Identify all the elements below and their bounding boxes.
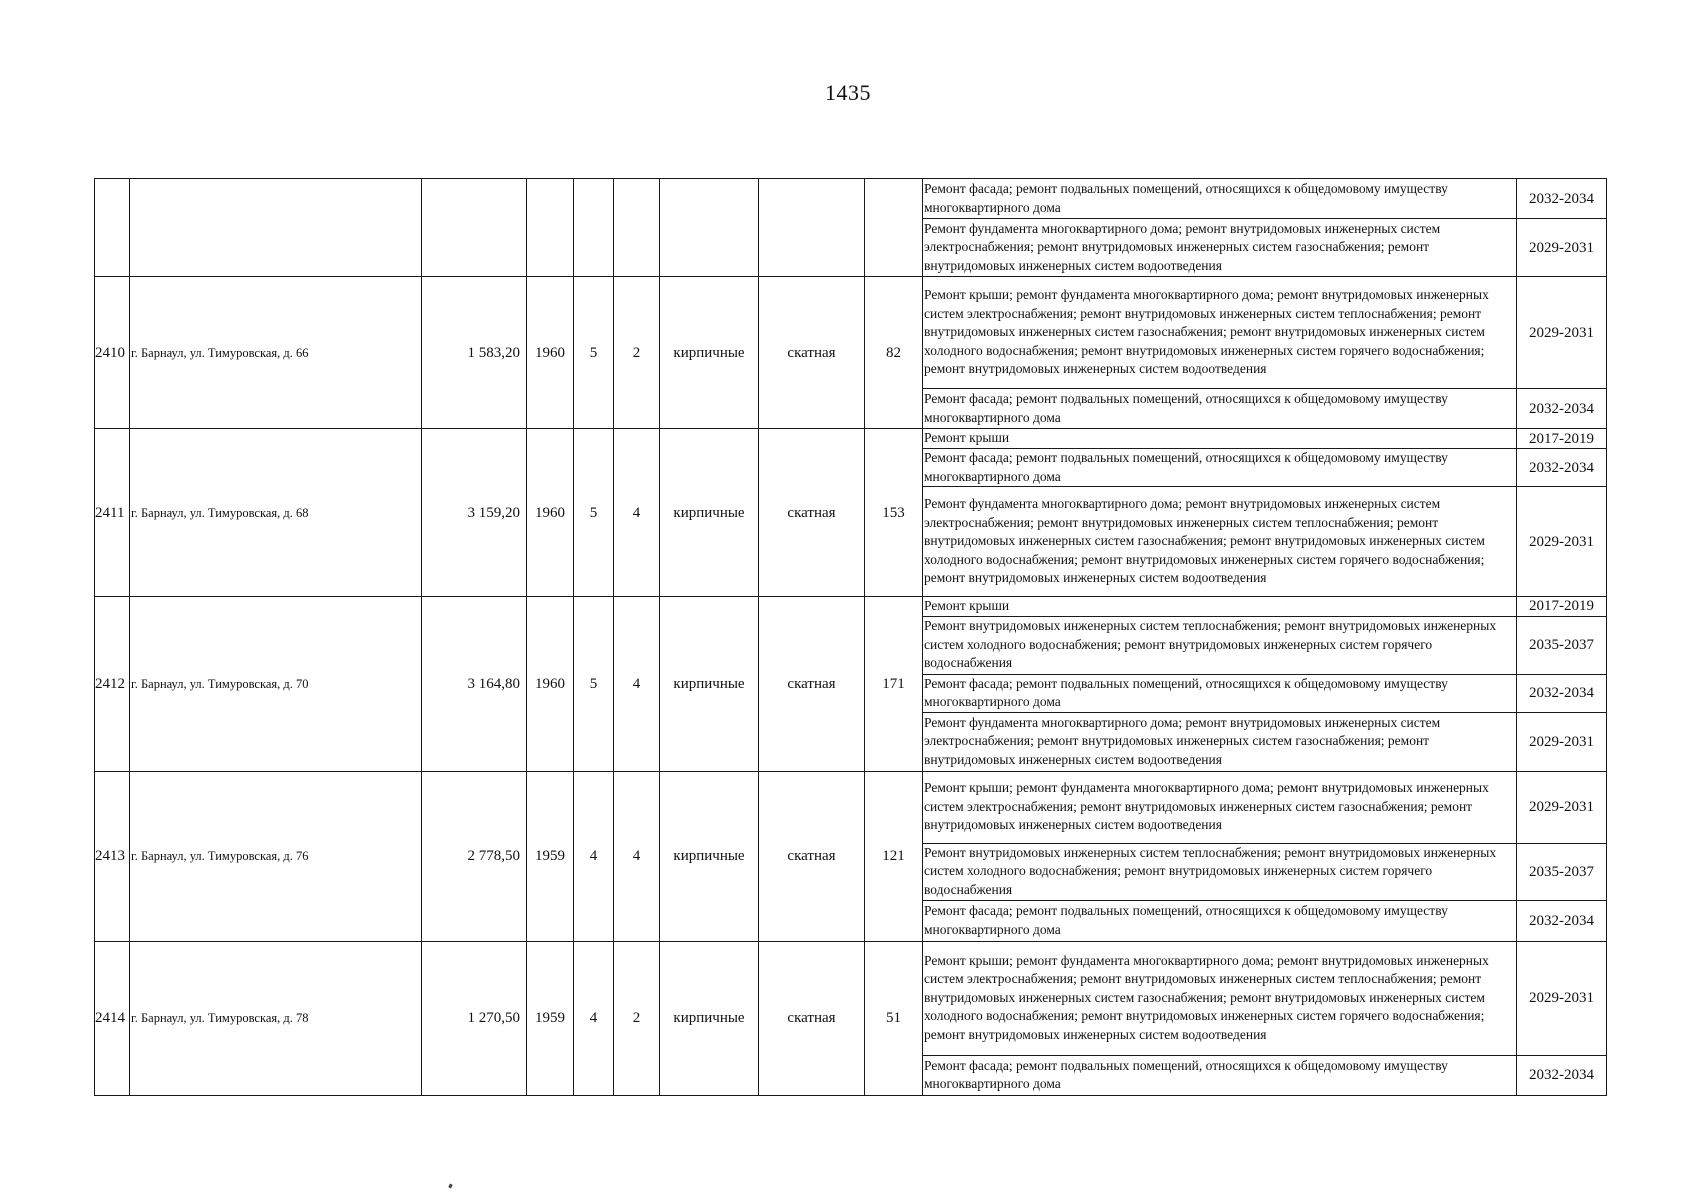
cell-work-description: Ремонт внутридомовых инженерных систем теплоснабжения; ремонт внутридомовых инженерных систем холодного водоснабжения; ремонт внутридомовых инженерных систем горячего водоснабжения	[923, 616, 1517, 674]
cell-entrances: 4	[614, 429, 660, 597]
cell-work-description: Ремонт фасада; ремонт подвальных помещений, относящихся к общедомовому имуществу многоквартирного дома	[923, 674, 1517, 712]
page-number: 1435	[825, 80, 871, 105]
cell-roof	[759, 179, 865, 277]
cell-work-period: 2017-2019	[1517, 597, 1607, 617]
cell-work-period: 2032-2034	[1517, 900, 1607, 941]
cell-walls: кирпичные	[660, 597, 759, 772]
cell-work-description: Ремонт фундамента многоквартирного дома; ремонт внутридомовых инженерных систем электроснабжения; ремонт внутридомовых инженерных систем газоснабжения; ремонт внутридомовых инженерных систем водоотведения	[923, 219, 1517, 277]
cell-year: 1960	[527, 429, 574, 597]
cell-work-description: Ремонт фасада; ремонт подвальных помещений, относящихся к общедомовому имуществу многоквартирного дома	[923, 1055, 1517, 1095]
cell-work-description: Ремонт крыши; ремонт фундамента многоквартирного дома; ремонт внутридомовых инженерных систем электроснабжения; ремонт внутридомовых инженерных систем теплоснабжения; ремонт внутридомовых инженерных систем газоснабжения; ремонт внутридомовых инженерных систем холодного водоснабжения; ремонт внутридомовых инженерных систем горячего водоснабжения; ремонт внутридомовых инженерных систем водоотведения	[923, 277, 1517, 389]
table-row	[95, 277, 1607, 389]
cell-work-description: Ремонт крыши	[923, 429, 1517, 449]
cell-work-description: Ремонт фасада; ремонт подвальных помещений, относящихся к общедомовому имуществу многоквартирного дома	[923, 389, 1517, 429]
cell-area	[422, 179, 527, 277]
cell-number	[95, 179, 130, 277]
cell-work-period: 2032-2034	[1517, 389, 1607, 429]
table-body	[95, 179, 1607, 1096]
cell-address	[130, 179, 422, 277]
cell-roof: скатная	[759, 429, 865, 597]
cell-year: 1960	[527, 597, 574, 772]
cell-entrances: 2	[614, 941, 660, 1095]
cell-area: 3 159,20	[422, 429, 527, 597]
cell-year: 1960	[527, 277, 574, 429]
cell-work-description: Ремонт крыши	[923, 597, 1517, 617]
cell-work-description: Ремонт фундамента многоквартирного дома; ремонт внутридомовых инженерных систем электроснабжения; ремонт внутридомовых инженерных систем теплоснабжения; ремонт внутридомовых инженерных систем газоснабжения; ремонт внутридомовых инженерных систем холодного водоснабжения; ремонт внутридомовых инженерных систем горячего водоснабжения; ремонт внутридомовых инженерных систем водоотведения	[923, 487, 1517, 597]
cell-residents: 51	[865, 941, 923, 1095]
cell-entrances: 4	[614, 771, 660, 941]
cell-year	[527, 179, 574, 277]
cell-floors: 5	[574, 277, 614, 429]
cell-number: 2414	[95, 941, 130, 1095]
cell-work-period: 2032-2034	[1517, 674, 1607, 712]
cell-residents	[865, 179, 923, 277]
cell-area: 1 270,50	[422, 941, 527, 1095]
cell-roof: скатная	[759, 941, 865, 1095]
cell-entrances: 4	[614, 597, 660, 772]
cell-walls: кирпичные	[660, 941, 759, 1095]
cell-walls: кирпичные	[660, 771, 759, 941]
cell-area: 3 164,80	[422, 597, 527, 772]
cell-work-period: 2017-2019	[1517, 429, 1607, 449]
cell-work-description: Ремонт фасада; ремонт подвальных помещений, относящихся к общедомовому имуществу многоквартирного дома	[923, 449, 1517, 487]
cell-work-description: Ремонт фасада; ремонт подвальных помещений, относящихся к общедомовому имуществу многоквартирного дома	[923, 179, 1517, 219]
cell-work-period: 2035-2037	[1517, 843, 1607, 900]
cell-entrances: 2	[614, 277, 660, 429]
cell-work-period: 2029-2031	[1517, 487, 1607, 597]
cell-number: 2410	[95, 277, 130, 429]
cell-work-period: 2029-2031	[1517, 712, 1607, 771]
cell-year: 1959	[527, 771, 574, 941]
table-row	[95, 429, 1607, 449]
cell-address: г. Барнаул, ул. Тимуровская, д. 76	[130, 771, 422, 941]
cell-number: 2412	[95, 597, 130, 772]
repair-schedule-table	[94, 178, 1607, 1096]
cell-area: 2 778,50	[422, 771, 527, 941]
cell-work-period: 2032-2034	[1517, 1055, 1607, 1095]
cell-address: г. Барнаул, ул. Тимуровская, д. 66	[130, 277, 422, 429]
cell-residents: 153	[865, 429, 923, 597]
cell-year: 1959	[527, 941, 574, 1095]
cell-floors: 4	[574, 941, 614, 1095]
cell-walls	[660, 179, 759, 277]
cell-work-period: 2035-2037	[1517, 616, 1607, 674]
cell-walls: кирпичные	[660, 277, 759, 429]
cell-walls: кирпичные	[660, 429, 759, 597]
table-row	[95, 597, 1607, 617]
cell-work-description: Ремонт крыши; ремонт фундамента многоквартирного дома; ремонт внутридомовых инженерных систем электроснабжения; ремонт внутридомовых инженерных систем теплоснабжения; ремонт внутридомовых инженерных систем газоснабжения; ремонт внутридомовых инженерных систем холодного водоснабжения; ремонт внутридомовых инженерных систем горячего водоснабжения; ремонт внутридомовых инженерных систем водоотведения	[923, 941, 1517, 1055]
cell-work-period: 2029-2031	[1517, 771, 1607, 843]
table-row	[95, 771, 1607, 843]
cell-address: г. Барнаул, ул. Тимуровская, д. 70	[130, 597, 422, 772]
cell-residents: 82	[865, 277, 923, 429]
cell-work-description: Ремонт фасада; ремонт подвальных помещений, относящихся к общедомовому имуществу многоквартирного дома	[923, 900, 1517, 941]
cell-work-period: 2032-2034	[1517, 449, 1607, 487]
table-row	[95, 941, 1607, 1055]
cell-work-period: 2029-2031	[1517, 941, 1607, 1055]
cell-work-period: 2029-2031	[1517, 277, 1607, 389]
cell-work-description: Ремонт крыши; ремонт фундамента многоквартирного дома; ремонт внутридомовых инженерных систем электроснабжения; ремонт внутридомовых инженерных систем газоснабжения; ремонт внутридомовых инженерных систем водоотведения	[923, 771, 1517, 843]
table-row	[95, 179, 1607, 219]
cell-residents: 121	[865, 771, 923, 941]
cell-floors: 5	[574, 429, 614, 597]
cell-roof: скатная	[759, 771, 865, 941]
cell-floors	[574, 179, 614, 277]
cell-floors: 4	[574, 771, 614, 941]
cell-roof: скатная	[759, 597, 865, 772]
cell-number: 2413	[95, 771, 130, 941]
scan-speck	[448, 1184, 452, 1189]
cell-work-description: Ремонт фундамента многоквартирного дома; ремонт внутридомовых инженерных систем электроснабжения; ремонт внутридомовых инженерных систем газоснабжения; ремонт внутридомовых инженерных систем водоотведения	[923, 712, 1517, 771]
cell-work-period: 2029-2031	[1517, 219, 1607, 277]
cell-work-period: 2032-2034	[1517, 179, 1607, 219]
cell-number: 2411	[95, 429, 130, 597]
cell-roof: скатная	[759, 277, 865, 429]
cell-area: 1 583,20	[422, 277, 527, 429]
cell-work-description: Ремонт внутридомовых инженерных систем теплоснабжения; ремонт внутридомовых инженерных систем холодного водоснабжения; ремонт внутридомовых инженерных систем горячего водоснабжения	[923, 843, 1517, 900]
cell-entrances	[614, 179, 660, 277]
cell-floors: 5	[574, 597, 614, 772]
cell-residents: 171	[865, 597, 923, 772]
cell-address: г. Барнаул, ул. Тимуровская, д. 78	[130, 941, 422, 1095]
cell-address: г. Барнаул, ул. Тимуровская, д. 68	[130, 429, 422, 597]
